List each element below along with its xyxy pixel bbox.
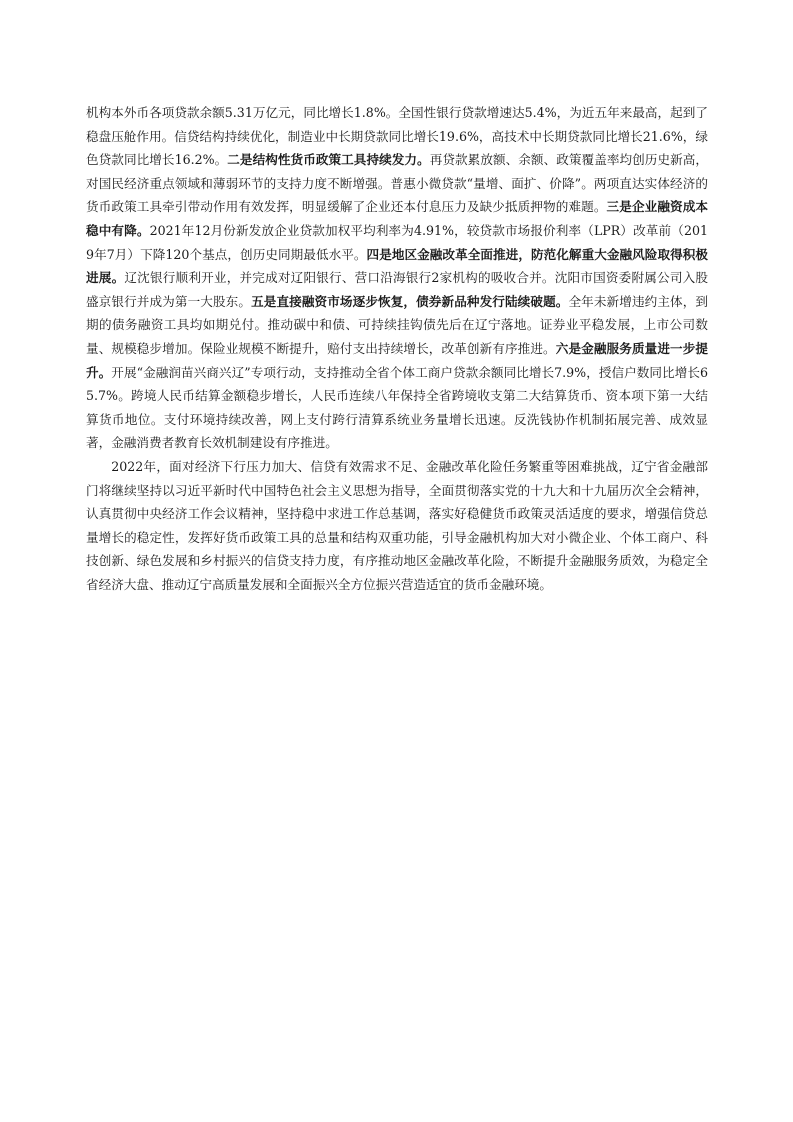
- paragraph-text: 再贷款累放额、余额、政策覆盖率均创历史新高，对国民经济重点领域和薄弱环节的支持力度不断增强。普惠小微贷款“量增、面扩、价降”。两项直达实体经济的货币政策工具牵引带动作用有效发挥，明显缓解了企业还本付息压力及缺少抵质押物的难题。: [86, 152, 709, 215]
- paragraph-text: 2021年12月份新发放企业贷款加权平均利率为4.91%，较贷款市场报价利率（LPR）改革前（2019年7月）下降120个基点，创历史同期最低水平。: [86, 222, 708, 262]
- highlight-service-quality: 六是金融服务质量进一步提升。: [86, 340, 709, 380]
- document-body: [86, 101, 708, 596]
- paragraph-review: [86, 101, 708, 455]
- highlight-direct-financing: 五是直接融资市场逐步恢复，债券新品种发行陆续破题。: [251, 293, 569, 309]
- highlight-financing-cost: 三是企业融资成本稳中有降。: [86, 199, 709, 238]
- paragraph-text: 全年未新增违约主体，到期的债务融资工具均如期兑付。推动碳中和债、可持续挂钩债先后在辽宁落地。证券业平稳发展，上市公司数量、规模稳步增加。保险业规模不断提升，赔付支出持续增长，改革创新有序推进。: [86, 293, 709, 356]
- paragraph-text: 辽沈银行顺利开业，并完成对辽阳银行、营口沿海银行2家机构的吸收合并。沈阳市国资委附属公司入股盛京银行并成为第一大股东。: [86, 270, 708, 309]
- paragraph-outlook-2022: 2022年，面对经济下行压力加大、信贷有效需求不足、金融改革化险任务繁重等困难挑战，辽宁省金融部门将继续坚持以习近平新时代中国特色社会主义思想为指导，全面贯彻落实党的十九大和十九届历次全会精神，认真贯彻中央经济工作会议精神，坚持稳中求进工作总基调，落实好稳健货币政策灵活适度的要求，增强信贷总量增长的稳定性，发挥好货币政策工具的总量和结构双重功能，引导金融机构加大对小微企业、个体工商户、科技创新、绿色发展和乡村振兴的信贷支持力度，有序推动地区金融改革化险，不断提升金融服务质效，为稳定全省经济大盘、推动辽宁高质量发展和全面振兴全方位振兴营造适宜的货币金融环境。: [86, 458, 708, 592]
- highlight-regional-reform: 四是地区金融改革全面推进，防范化解重大金融风险取得积极进展。: [86, 246, 708, 286]
- paragraph-text: 开展“金融润苗兴商兴辽”专项行动，支持推动全省个体工商户贷款余额同比增长7.9%，授信户数同比增长65.7%。跨境人民币结算金额稳步增长，人民币连续八年保持全省跨境收支第二大结算货币、资本项下第一大结算货币地位。支付环境持续改善，网上支付跨行清算系统业务量增长迅速。反洗钱协作机制拓展完善、成效显著，金融消费者教育长效机制建设有序推进。: [86, 364, 709, 451]
- highlight-structural-tools: 二是结构性货币政策工具持续发力。: [227, 152, 430, 168]
- paragraph-text: 机构本外币各项贷款余额5.31万亿元，同比增长1.8%。全国性银行贷款增速达5.4%，为近五年来最高，起到了稳盘压舱作用。信贷结构持续优化，制造业中长期贷款同比增长19.6%，高技术中长期贷款同比增长21.6%，绿色贷款同比增长16.2%。: [86, 105, 708, 168]
